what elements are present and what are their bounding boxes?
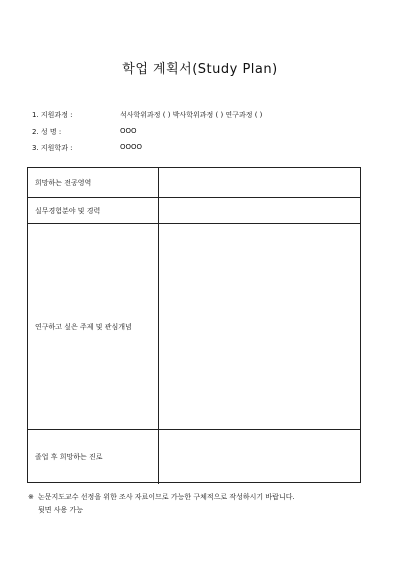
table-row-major-area	[28, 168, 360, 198]
research-topic-label: 연구하고 싶은 주제 및 관심개념	[28, 224, 159, 429]
major-area-label: 희망하는 전공영역	[28, 168, 159, 197]
table-row-research-topic	[28, 224, 360, 430]
study-plan-table	[27, 167, 361, 483]
name-label: 2. 성 명 :	[32, 128, 62, 136]
footnote-line-1	[28, 491, 295, 504]
table-row-career-path	[28, 430, 360, 484]
note-mark-icon: ※	[28, 493, 34, 501]
table-row-experience	[28, 198, 360, 224]
program-label: 1. 지원과정 :	[32, 111, 73, 119]
department-value: OOOO	[120, 143, 143, 151]
footnote-text-1: 논문지도교수 선정을 위한 조사 자료이므로 가능한 구체적으로 작성하시기 바랍니다.	[38, 493, 295, 501]
document-title: 학업 계획서(Study Plan)	[122, 62, 278, 77]
name-value: OOO	[120, 127, 137, 135]
career-path-label: 졸업 후 희망하는 진로	[28, 430, 159, 484]
research-topic-field[interactable]	[159, 224, 360, 429]
footnote	[28, 491, 295, 517]
experience-label: 실무경험분야 및 경력	[28, 198, 159, 223]
program-value: 석사학위과정 ( ) 박사학위과정 ( ) 연구과정 ( )	[120, 111, 263, 119]
career-path-field[interactable]	[159, 430, 360, 484]
experience-field[interactable]	[159, 198, 360, 223]
footnote-line-2: 뒷면 사용 가능	[38, 506, 84, 514]
major-area-field[interactable]	[159, 168, 360, 197]
department-label: 3. 지원학과 :	[32, 144, 73, 152]
